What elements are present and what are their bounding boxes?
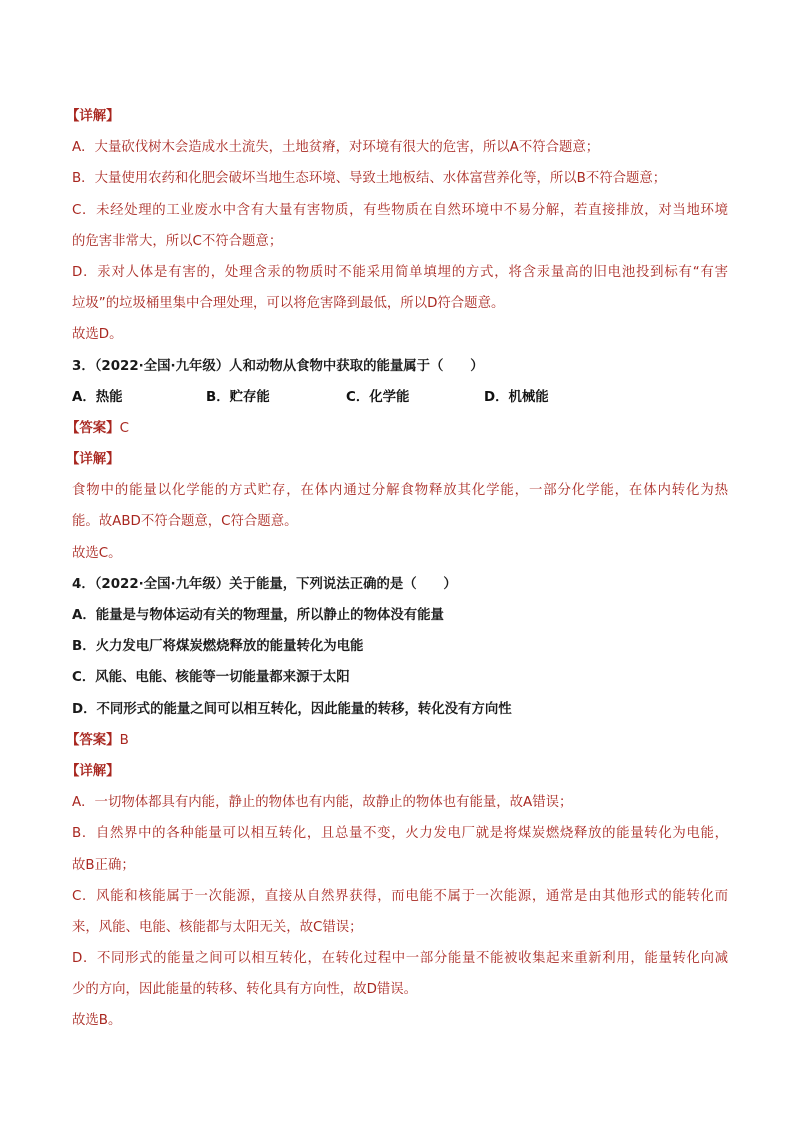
q4-option-c: C．风能、电能、核能等一切能量都来源于太阳 — [72, 670, 350, 686]
q3-detail-line2: 能。故ABD不符合题意，C符合题意。 — [72, 514, 298, 530]
q3-answer-value: C — [119, 420, 129, 436]
q3-detail-label: 【详解】 — [66, 452, 120, 468]
q4-conclusion: 故选B。 — [72, 1013, 122, 1029]
q3-stem: 3．（2022·全国·九年级）人和动物从食物中获取的能量属于（ ） — [72, 358, 484, 374]
q3-option-c: C．化学能 — [346, 389, 410, 405]
q3-answer-row — [66, 413, 728, 444]
q3-answer-label: 【答案】 — [66, 420, 120, 436]
q4-explanation-b-line1: B．自然界中的各种能量可以相互转化，且总量不变，火力发电厂就是将煤炭燃烧释放的能量转化为电能， — [72, 826, 728, 842]
q3-option-a: A．热能 — [72, 389, 123, 405]
q4-answer-row — [66, 725, 728, 756]
q4-explanation-d-line2: 少的方向，因此能量的转移、转化具有方向性，故D错误。 — [72, 982, 418, 998]
q2-explanation-d-line1: D．汞对人体是有害的，处理含汞的物质时不能采用简单填埋的方式，将含汞量高的旧电池投到标有“有害 — [72, 264, 728, 280]
q2-conclusion: 故选D。 — [72, 327, 123, 343]
q3-option-d: D．机械能 — [484, 389, 549, 405]
q4-stem: 4．（2022·全国·九年级）关于能量，下列说法正确的是（ ） — [72, 576, 457, 592]
q4-detail-label: 【详解】 — [66, 763, 120, 779]
q2-explanation-c-line1: C．未经处理的工业废水中含有大量有害物质，有些物质在自然环境中不易分解，若直接排放，对当地环境 — [72, 202, 728, 218]
q3-detail-line1: 食物中的能量以化学能的方式贮存，在体内通过分解食物释放其化学能，一部分化学能，在体内转化为热 — [72, 483, 728, 499]
q3-conclusion: 故选C。 — [72, 545, 122, 561]
q4-option-b: B．火力发电厂将煤炭燃烧释放的能量转化为电能 — [72, 639, 364, 655]
q4-answer-label: 【答案】 — [66, 732, 120, 748]
q4-answer-value: B — [119, 732, 129, 748]
q2-explanation-a: A．大量砍伐树木会造成水土流失，土地贫瘠，对环境有很大的危害，所以A不符合题意； — [72, 140, 600, 156]
q4-explanation-c-line2: 来，风能、电能、核能都与太阳无关，故C错误； — [72, 919, 363, 935]
q3-options — [72, 382, 728, 413]
q2-explanation-b: B．大量使用农药和化肥会破坏当地生态环境、导致土地板结、水体富营养化等，所以B不符合题意； — [72, 171, 667, 187]
q2-explanation-c-line2: 的危害非常大，所以C不符合题意； — [72, 233, 283, 249]
q4-option-d: D．不同形式的能量之间可以相互转化，因此能量的转移，转化没有方向性 — [72, 701, 512, 717]
q3-option-b: B．贮存能 — [206, 389, 270, 405]
document-page — [66, 101, 728, 1037]
q2-explanation-d-line2: 垃圾”的垃圾桶里集中合理处理，可以将危害降到最低，所以D符合题意。 — [72, 296, 505, 312]
q4-option-a: A．能量是与物体运动有关的物理量，所以静止的物体没有能量 — [72, 608, 444, 623]
q4-explanation-d-line1: D．不同形式的能量之间可以相互转化，在转化过程中一部分能量不能被收集起来重新利用，能量转化向减 — [72, 951, 728, 967]
q4-explanation-c-line1: C．风能和核能属于一次能源，直接从自然界获得，而电能不属于一次能源，通常是由其他形式的能转化而 — [72, 888, 728, 904]
q4-explanation-a: A．一切物体都具有内能，静止的物体也有内能，故静止的物体也有能量，故A错误； — [72, 795, 573, 811]
q4-explanation-b-line2: 故B正确； — [72, 857, 135, 873]
q2-detail-label: 【详解】 — [66, 109, 120, 124]
